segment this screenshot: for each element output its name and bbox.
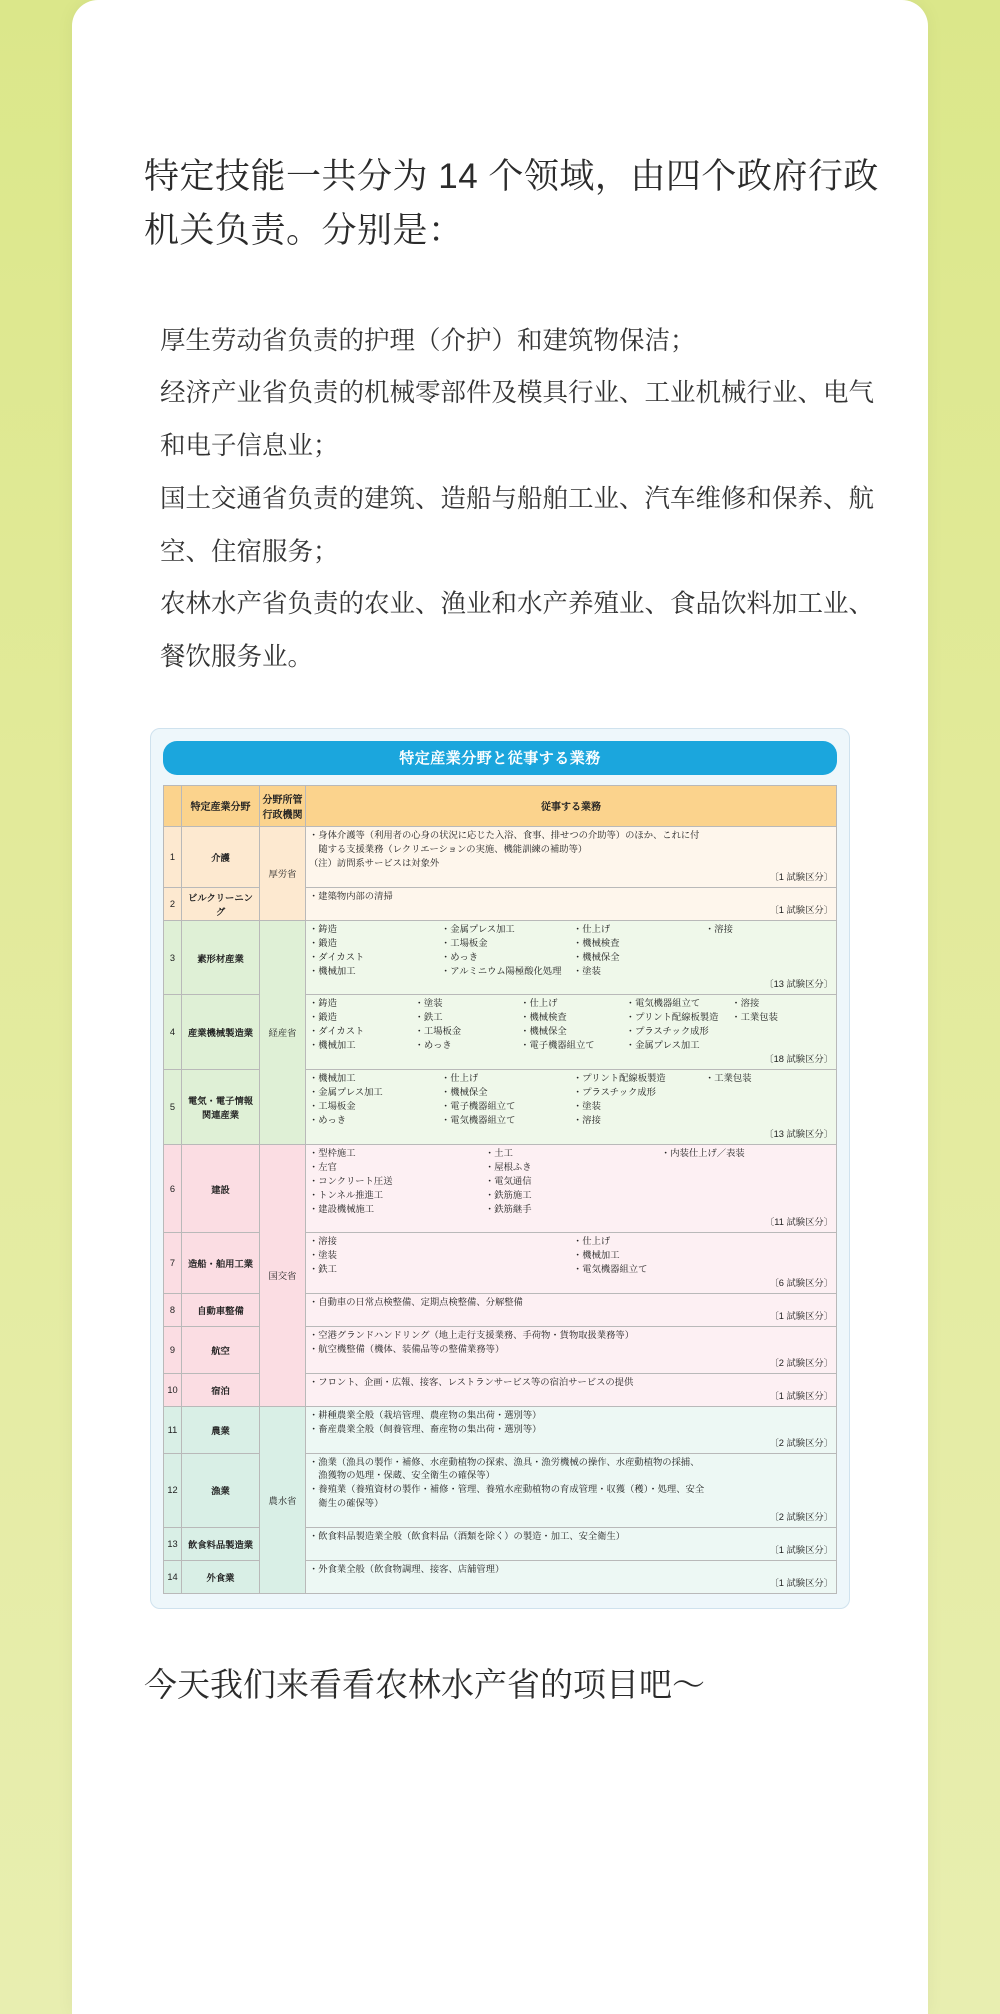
row-tasks — [306, 1327, 837, 1374]
task-item: ・工場板金 — [414, 1026, 462, 1037]
task-item: ・塗装 — [309, 1250, 337, 1261]
task-item: ・プラスチック成形 — [573, 1087, 656, 1098]
exam-count: 〔6 試験区分〕 — [769, 1278, 833, 1289]
task-columns — [309, 1072, 833, 1128]
row-tasks — [306, 1373, 837, 1406]
row-tasks — [306, 1144, 837, 1233]
content-card — [72, 0, 928, 2014]
body-line-1: 厚生劳动省负责的护理（介护）和建筑物保洁； — [160, 326, 696, 355]
task-item: ・漁業（漁具の製作・補修、水産動植物の探索、漁具・漁労機械の操作、水産動植物の採捕、 — [309, 1456, 700, 1467]
exam-count: 〔1 試験区分〕 — [769, 904, 833, 915]
task-column — [309, 997, 411, 1053]
task-item: ・工業包装 — [731, 1012, 778, 1023]
row-tasks — [306, 1294, 837, 1327]
task-item: 衛生の確保等） — [309, 1498, 384, 1509]
task-item: （注）訪問系サービスは対象外 — [309, 857, 440, 868]
row-field: 飲食料品製造業 — [182, 1528, 260, 1561]
page-headline: 特定技能一共分为 14 个领域，由四个政府行政机关负责。分别是： — [144, 157, 879, 251]
table-header-row — [164, 785, 837, 826]
table-row — [164, 826, 837, 887]
row-field-line1: 電気・電子情報 — [187, 1095, 254, 1106]
exam-count: 〔1 試験区分〕 — [769, 1390, 833, 1401]
task-column — [705, 1072, 833, 1128]
row-tasks — [306, 887, 837, 920]
row-number: 5 — [164, 1070, 182, 1145]
row-tasks — [306, 1070, 837, 1145]
exam-count: 〔11 試験区分〕 — [764, 1217, 833, 1228]
task-item: ・機械保全 — [441, 1087, 488, 1098]
industry-figure — [150, 728, 850, 1609]
row-field: 建設 — [182, 1144, 260, 1233]
task-item: ・工業包装 — [705, 1073, 752, 1084]
task-item: ・土工 — [485, 1147, 513, 1158]
industry-table — [163, 785, 837, 1594]
row-tasks — [306, 1561, 837, 1594]
task-item: ・金属プレス加工 — [625, 1040, 700, 1051]
row-number: 12 — [164, 1453, 182, 1528]
table-row — [164, 1144, 837, 1233]
task-item: 随する支援業務（レクリエーションの実施、機能訓練の補助等） — [309, 843, 588, 854]
task-item: ・フロント、企画・広報、接客、レストランサービス等の宿泊サービスの提供 — [309, 1376, 634, 1387]
task-columns — [309, 997, 833, 1053]
row-field: 造船・舶用工業 — [182, 1233, 260, 1294]
task-item: ・機械加工 — [573, 1250, 620, 1261]
col-header-task: 従事する業務 — [306, 785, 837, 826]
col-header-org-line1: 分野所管 — [262, 794, 303, 806]
task-item: ・プリント配線板製造 — [573, 1073, 666, 1084]
row-tasks — [306, 995, 837, 1070]
col-header-org — [260, 785, 306, 826]
task-item: ・鉄筋施工 — [485, 1189, 532, 1200]
exam-count: 〔1 試験区分〕 — [769, 1578, 833, 1589]
row-number: 4 — [164, 995, 182, 1070]
row-field: 宿泊 — [182, 1373, 260, 1406]
exam-count: 〔1 試験区分〕 — [769, 1311, 833, 1322]
row-field: 介護 — [182, 826, 260, 887]
task-item: ・鋳造 — [309, 923, 337, 934]
task-item: ・塗装 — [573, 1100, 601, 1111]
task-item: ・機械保全 — [520, 1026, 567, 1037]
task-item: ・自動車の日常点検整備、定期点検整備、分解整備 — [309, 1297, 523, 1308]
row-number: 6 — [164, 1144, 182, 1233]
row-number: 10 — [164, 1373, 182, 1406]
task-item: ・電気機器組立て — [625, 998, 701, 1009]
row-ministry: 厚労省 — [260, 826, 306, 920]
row-number: 2 — [164, 887, 182, 920]
task-item: ・ダイカスト — [309, 1026, 365, 1037]
task-columns — [309, 1147, 833, 1217]
task-column — [705, 923, 833, 979]
task-item: ・鍛造 — [309, 1012, 337, 1023]
row-field-line2: 関連産業 — [201, 1109, 240, 1120]
row-field: 農業 — [182, 1406, 260, 1453]
task-column — [626, 997, 728, 1053]
task-item: ・溶接 — [705, 923, 733, 934]
task-item: ・塗装 — [573, 965, 601, 976]
row-field: 外食業 — [182, 1561, 260, 1594]
task-item: ・金属プレス加工 — [441, 923, 515, 934]
task-item: ・電気機器組立て — [441, 1114, 516, 1125]
exam-count: 〔2 試験区分〕 — [769, 1357, 833, 1368]
exam-count: 〔13 試験区分〕 — [764, 979, 833, 990]
table-row — [164, 1406, 837, 1453]
task-item: ・仕上げ — [441, 1073, 479, 1084]
task-item: ・型枠施工 — [309, 1147, 356, 1158]
task-item: ・溶接 — [573, 1114, 601, 1125]
task-column — [415, 997, 517, 1053]
task-item: ・溶接 — [309, 1236, 337, 1247]
row-number: 7 — [164, 1233, 182, 1294]
task-item: ・鍛造 — [309, 937, 337, 948]
task-column — [441, 1072, 569, 1128]
exam-count: 〔13 試験区分〕 — [764, 1128, 833, 1139]
task-item: ・耕種農業全般（栽培管理、農産物の集出荷・選別等） — [309, 1409, 542, 1420]
task-item: ・金属プレス加工 — [309, 1087, 383, 1098]
task-item: ・工場板金 — [441, 937, 488, 948]
exam-count: 〔1 試験区分〕 — [769, 1545, 833, 1556]
task-item: ・機械検査 — [520, 1012, 567, 1023]
task-item: ・ダイカスト — [309, 951, 365, 962]
task-column — [573, 1235, 833, 1277]
row-tasks — [306, 1233, 837, 1294]
task-item: ・鉄筋継手 — [485, 1203, 532, 1214]
task-item: ・航空機整備（機体、装備品等の整備業務等） — [309, 1343, 505, 1354]
task-item: ・プラスチック成形 — [625, 1026, 709, 1037]
task-item: ・左官 — [309, 1161, 337, 1172]
task-item: ・空港グランドハンドリング（地上走行支援業務、手荷物・貨物取扱業務等） — [309, 1330, 635, 1341]
row-number: 1 — [164, 826, 182, 887]
task-columns — [309, 1235, 833, 1277]
body-line-3: 国土交通省负责的建筑、造船与船舶工业、汽车维修和保养、航空、住宿服务； — [160, 484, 875, 566]
task-column — [309, 1235, 569, 1277]
task-item: 漁獲物の処理・保蔵、安全衛生の確保等） — [309, 1470, 495, 1481]
task-column — [309, 1072, 437, 1128]
task-item: ・溶接 — [731, 998, 760, 1009]
body-paragraphs — [72, 315, 928, 684]
row-number: 13 — [164, 1528, 182, 1561]
task-item: ・飲食料品製造業全般（飲食料品（酒類を除く）の製造・加工、安全衛生） — [309, 1531, 626, 1542]
task-item: ・身体介護等（利用者の心身の状況に応じた入浴、食事、排せつの介助等）のほか、これに付 — [309, 829, 700, 840]
task-item: ・塗装 — [414, 998, 443, 1009]
task-item: ・電気通信 — [485, 1175, 532, 1186]
task-item: ・めっき — [309, 1114, 347, 1125]
table-row — [164, 920, 837, 995]
task-item: ・外食業全般（飲食物調理、接客、店舗管理） — [309, 1564, 505, 1575]
row-number: 11 — [164, 1406, 182, 1453]
task-item: ・屋根ふき — [485, 1161, 532, 1172]
task-item: ・鉄工 — [414, 1012, 443, 1023]
row-tasks — [306, 1528, 837, 1561]
row-number: 9 — [164, 1327, 182, 1374]
row-field: 自動車整備 — [182, 1294, 260, 1327]
task-item: ・仕上げ — [573, 1236, 611, 1247]
row-field: ビルクリーニング — [182, 887, 260, 920]
task-item: ・めっき — [441, 951, 479, 962]
task-item: ・機械加工 — [309, 1073, 356, 1084]
row-tasks — [306, 826, 837, 887]
row-field: 航空 — [182, 1327, 260, 1374]
exam-count: 〔2 試験区分〕 — [769, 1437, 833, 1448]
task-column — [573, 1072, 701, 1128]
row-field: 産業機械製造業 — [182, 995, 260, 1070]
task-item: ・工場板金 — [309, 1100, 356, 1111]
table-body — [164, 826, 837, 1593]
task-item: ・内装仕上げ／表装 — [661, 1147, 745, 1158]
task-item: ・養殖業（養殖資材の製作・補修・管理、養殖水産動植物の育成管理・収獲（穫）・処理、安全 — [309, 1484, 705, 1495]
task-column — [731, 997, 833, 1053]
row-field: 素形材産業 — [182, 920, 260, 995]
task-item: ・電子機器組立て — [520, 1040, 595, 1051]
body-line-2: 经济产业省负责的机械零部件及模具行业、工业机械行业、电气和电子信息业； — [160, 379, 875, 461]
task-item: ・仕上げ — [520, 998, 558, 1009]
task-item: ・畜産農業全般（飼養管理、畜産物の集出荷・選別等） — [309, 1423, 542, 1434]
exam-count: 〔1 試験区分〕 — [769, 871, 833, 882]
row-tasks — [306, 920, 837, 995]
task-column — [573, 923, 701, 979]
task-item: ・仕上げ — [573, 923, 611, 934]
table-head — [164, 785, 837, 826]
col-header-field: 特定産業分野 — [182, 785, 260, 826]
row-tasks — [306, 1406, 837, 1453]
row-number: 14 — [164, 1561, 182, 1594]
exam-count: 〔2 試験区分〕 — [769, 1512, 833, 1523]
row-ministry: 経産省 — [260, 920, 306, 1144]
col-header-org-line2: 行政機関 — [262, 809, 303, 821]
task-item: ・トンネル推進工 — [309, 1189, 384, 1200]
task-column — [309, 923, 437, 979]
task-item: ・電気機器組立て — [573, 1264, 648, 1275]
row-tasks — [306, 1453, 837, 1528]
task-item: ・鋳造 — [309, 998, 337, 1009]
body-line-4: 农林水产省负责的农业、渔业和水产养殖业、食品饮料加工业、餐饮服务业。 — [160, 590, 875, 672]
footer-note: 今天我们来看看农林水产省的项目吧～ — [144, 1665, 705, 1703]
task-column — [661, 1147, 833, 1217]
col-header-no — [164, 785, 182, 826]
task-item: ・機械加工 — [309, 1040, 356, 1051]
task-item: ・電子機器組立て — [441, 1100, 516, 1111]
task-column — [520, 997, 622, 1053]
task-item: ・めっき — [414, 1040, 452, 1051]
task-column — [309, 1147, 481, 1217]
task-column — [485, 1147, 657, 1217]
task-item: ・機械保全 — [573, 951, 620, 962]
task-item: ・コンクリート圧送 — [309, 1175, 393, 1186]
task-item: ・建築物内部の清掃 — [309, 890, 393, 901]
row-number: 8 — [164, 1294, 182, 1327]
task-item: ・プリント配線板製造 — [625, 1012, 719, 1023]
task-item: ・機械検査 — [573, 937, 620, 948]
row-field: 漁業 — [182, 1453, 260, 1528]
figure-title: 特定産業分野と従事する業務 — [163, 741, 837, 775]
exam-count: 〔18 試験区分〕 — [764, 1054, 833, 1065]
task-columns — [309, 923, 833, 979]
task-column — [441, 923, 569, 979]
row-ministry: 農水省 — [260, 1406, 306, 1593]
task-item: ・アルミニウム陽極酸化処理 — [441, 965, 562, 976]
task-item: ・鉄工 — [309, 1264, 337, 1275]
row-ministry: 国交省 — [260, 1144, 306, 1406]
row-field — [182, 1070, 260, 1145]
row-number: 3 — [164, 920, 182, 995]
task-item: ・機械加工 — [309, 965, 356, 976]
task-item: ・建設機械施工 — [309, 1203, 375, 1214]
